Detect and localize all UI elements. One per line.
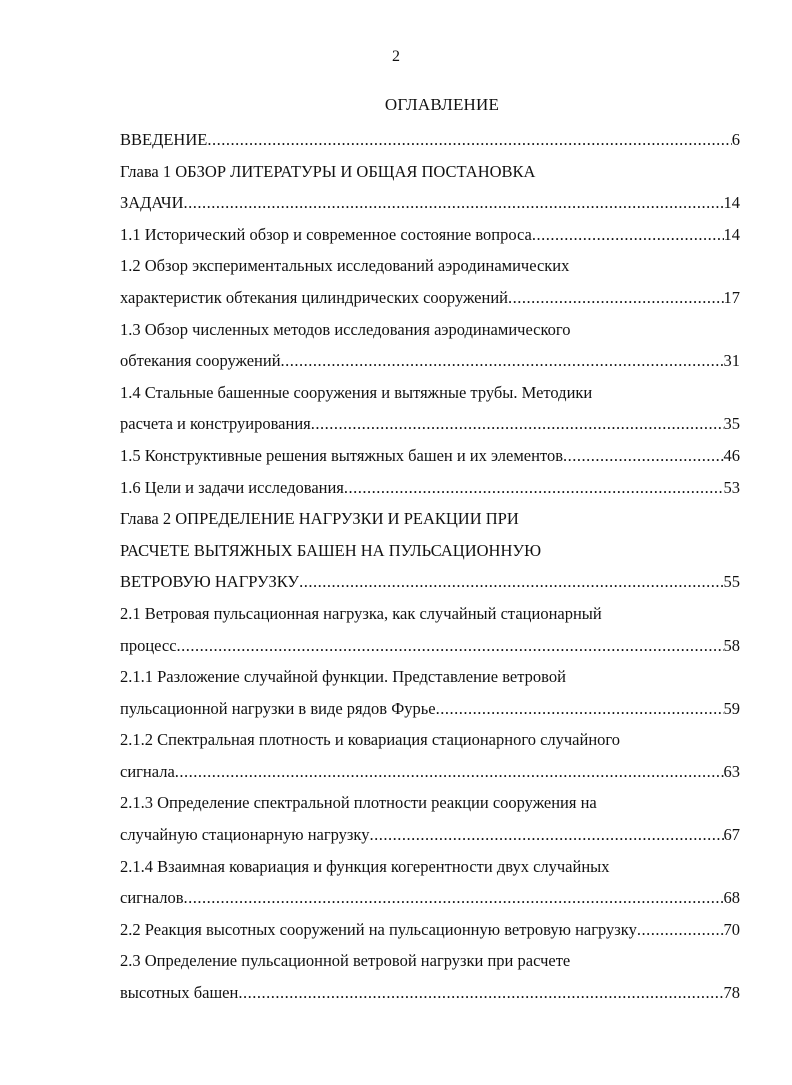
toc-entry-text: 2.1.1 Разложение случайной функции. Представление ветровой [120, 667, 566, 687]
dot-leader [281, 345, 724, 377]
toc-line [120, 945, 740, 977]
toc-line [120, 756, 740, 788]
toc-page-number: 14 [723, 224, 740, 244]
toc-line [120, 977, 740, 1009]
toc-entry-text: 2.1.3 Определение спектральной плотности реакции сооружения на [120, 793, 597, 813]
toc-line [120, 819, 740, 851]
toc-line [120, 408, 740, 440]
toc-line [120, 882, 740, 914]
dot-leader [299, 566, 723, 598]
toc-entry-text: Глава 2 ОПРЕДЕЛЕНИЕ НАГРУЗКИ И РЕАКЦИИ ПРИ [120, 509, 519, 529]
toc-entry-text: случайную стационарную нагрузку [120, 825, 370, 845]
toc-page-number: 31 [723, 351, 740, 371]
toc-page-number: 63 [723, 761, 740, 781]
toc-line [120, 914, 740, 946]
toc-entry-text: характеристик обтекания цилиндрических сооружений [120, 287, 508, 307]
toc-entry-text: 2.3 Определение пульсационной ветровой нагрузки при расчете [120, 951, 571, 971]
toc-line [120, 535, 740, 567]
toc-entry-text: 1.3 Обзор численных методов исследования аэродинамического [120, 319, 571, 339]
toc-line [120, 250, 740, 282]
dot-leader [175, 756, 724, 788]
toc-line [120, 787, 740, 819]
toc-line [120, 314, 740, 346]
toc-page-number: 68 [723, 888, 740, 908]
toc-line [120, 282, 740, 314]
dot-leader [184, 187, 724, 219]
toc-entry-text: расчета и конструирования [120, 414, 311, 434]
toc-page-number: 46 [723, 445, 740, 465]
dot-leader [436, 693, 724, 725]
toc-line [120, 630, 740, 662]
toc-entry-text: 2.1.2 Спектральная плотность и ковариация стационарного случайного [120, 730, 621, 750]
toc-line [120, 503, 740, 535]
dot-leader [311, 408, 724, 440]
toc-title: ОГЛАВЛЕНИЕ [384, 95, 500, 114]
page-number: 2 [392, 48, 400, 65]
toc-entry-text: 1.5 Конструктивные решения вытяжных башен и их элементов [120, 445, 563, 465]
toc-line [120, 156, 740, 188]
toc-entry-text: 1.2 Обзор экспериментальных исследований аэродинамических [120, 256, 570, 276]
toc-page-number: 14 [723, 193, 740, 213]
toc-entry-text: 1.4 Стальные башенные сооружения и вытяжные трубы. Методики [120, 382, 593, 402]
toc-entry-text: РАСЧЕТЕ ВЫТЯЖНЫХ БАШЕН НА ПУЛЬСАЦИОННУЮ [120, 540, 542, 560]
toc-entry-text: 1.1 Исторический обзор и современное состояние вопроса [120, 224, 532, 244]
toc-entry-text: процесс [120, 635, 177, 655]
dot-leader [344, 472, 724, 504]
toc-entry-text: 2.1.4 Взаимная ковариация и функция когерентности двух случайных [120, 856, 610, 876]
toc-line [120, 851, 740, 883]
toc-entry-text: пульсационной нагрузки в виде рядов Фурье [120, 698, 436, 718]
toc-entry-text: сигналов [120, 888, 184, 908]
toc-entry-text: ЗАДАЧИ [120, 193, 184, 213]
dot-leader [238, 977, 723, 1009]
toc-entry-text: Глава 1 ОБЗОР ЛИТЕРАТУРЫ И ОБЩАЯ ПОСТАНОВКА [120, 161, 536, 181]
toc-page-number: 67 [723, 825, 740, 845]
toc-line [120, 345, 740, 377]
toc-line [120, 124, 740, 156]
toc-entry-text: 1.6 Цели и задачи исследования [120, 477, 344, 497]
toc-line [120, 724, 740, 756]
toc-entry-text: сигнала [120, 761, 175, 781]
toc-entry-text: высотных башен [120, 983, 239, 1003]
toc-entry-text: 2.1 Ветровая пульсационная нагрузка, как случайный стационарный [120, 603, 602, 623]
toc-line [120, 440, 740, 472]
toc-line [120, 219, 740, 251]
toc-page-number: 78 [723, 983, 740, 1003]
table-of-contents [120, 124, 740, 1009]
toc-page-number: 6 [731, 130, 740, 149]
toc-line [120, 377, 740, 409]
toc-line [120, 693, 740, 725]
toc-page-number: 55 [723, 572, 740, 592]
dot-leader [207, 124, 731, 156]
toc-page-number: 58 [723, 635, 740, 655]
dot-leader [508, 282, 724, 314]
dot-leader [177, 630, 724, 662]
toc-line [120, 187, 740, 219]
dot-leader [369, 819, 723, 851]
toc-line [120, 472, 740, 504]
toc-page-number: 17 [723, 287, 740, 307]
dot-leader [184, 882, 724, 914]
toc-page-number: 59 [723, 698, 740, 718]
dot-leader [637, 914, 724, 946]
toc-line [120, 566, 740, 598]
toc-entry-text: обтекания сооружений [120, 351, 281, 371]
toc-page-number: 53 [723, 477, 740, 497]
toc-entry-text: ВВЕДЕНИЕ [120, 130, 208, 149]
toc-page-number: 70 [723, 919, 740, 939]
toc-page-number: 35 [723, 414, 740, 434]
toc-entry-text: ВЕТРОВУЮ НАГРУЗКУ [120, 572, 300, 592]
dot-leader [563, 440, 724, 472]
toc-line [120, 661, 740, 693]
dot-leader [532, 219, 724, 251]
toc-line [120, 598, 740, 630]
toc-entry-text: 2.2 Реакция высотных сооружений на пульсационную ветровую нагрузку [120, 919, 637, 939]
